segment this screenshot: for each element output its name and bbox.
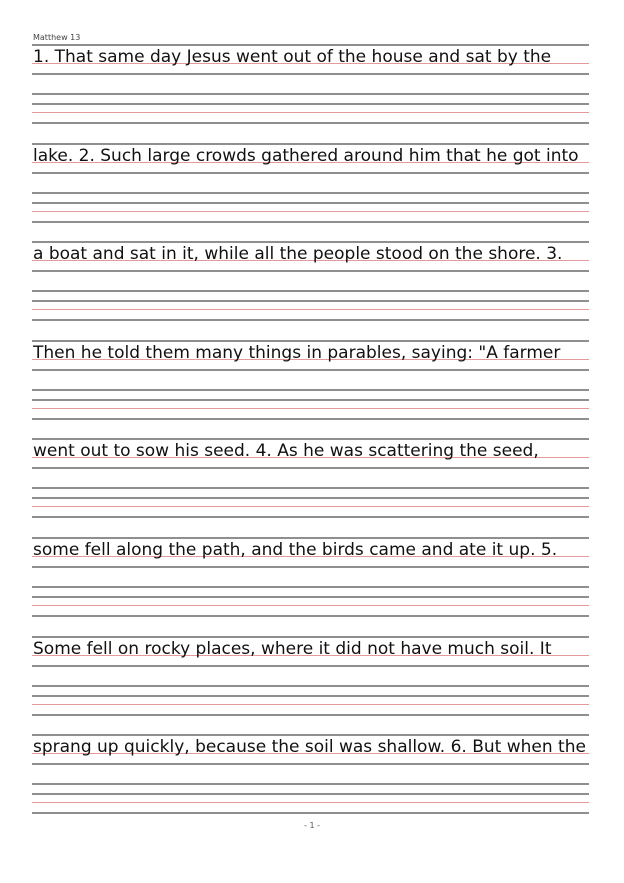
gray-guide-line	[32, 73, 589, 75]
gray-guide-line	[32, 812, 589, 814]
gray-guide-line	[32, 122, 589, 124]
gray-guide-line	[32, 103, 589, 105]
trace-text-line: sprang up quickly, because the soil was shallow. 6. But when the	[33, 737, 586, 758]
gray-guide-line	[32, 685, 589, 687]
writing-block	[32, 241, 589, 321]
gray-guide-line	[32, 300, 589, 302]
gray-guide-line	[32, 172, 589, 174]
gray-guide-line	[32, 290, 589, 292]
trace-text-line: went out to sow his seed. 4. As he was scattering the seed,	[33, 441, 539, 462]
gray-guide-line	[32, 714, 589, 716]
trace-text-line: 1. That same day Jesus went out of the house and sat by the	[33, 47, 552, 67]
writing-block	[32, 537, 589, 617]
red-guide-line	[32, 112, 589, 113]
gray-guide-line	[32, 192, 589, 194]
trace-text-line: Then he told them many things in parables, saying: "A farmer	[33, 342, 561, 363]
gray-guide-line	[32, 665, 589, 667]
gray-guide-line	[32, 566, 589, 568]
gray-guide-line	[32, 586, 589, 588]
gray-guide-line	[32, 497, 589, 499]
page-number: - 1 -	[304, 821, 320, 830]
page-header: Matthew 13	[33, 33, 81, 42]
gray-guide-line	[32, 270, 589, 272]
gray-guide-line	[32, 516, 589, 518]
writing-block	[32, 734, 589, 814]
gray-guide-line	[32, 319, 589, 321]
writing-block	[32, 143, 589, 223]
trace-text-line: Some fell on rocky places, where it did not have much soil. It	[33, 638, 552, 659]
gray-guide-line	[32, 783, 589, 785]
writing-block	[32, 340, 589, 420]
red-guide-line	[32, 408, 589, 409]
gray-guide-line	[32, 763, 589, 765]
gray-guide-line	[32, 467, 589, 469]
gray-guide-line	[32, 418, 589, 420]
red-guide-line	[32, 605, 589, 606]
red-guide-line	[32, 704, 589, 705]
writing-block	[32, 438, 589, 518]
gray-guide-line	[32, 596, 589, 598]
gray-guide-line	[32, 202, 589, 204]
writing-block	[32, 44, 589, 124]
red-guide-line	[32, 211, 589, 212]
trace-text-line: a boat and sat in it, while all the people stood on the shore. 3.	[33, 244, 563, 265]
gray-guide-line	[32, 615, 589, 617]
gray-guide-line	[32, 93, 589, 95]
trace-text-line: lake. 2. Such large crowds gathered around him that he got into	[33, 145, 579, 166]
red-guide-line	[32, 802, 589, 803]
gray-guide-line	[32, 369, 589, 371]
gray-guide-line	[32, 399, 589, 401]
red-guide-line	[32, 506, 589, 507]
gray-guide-line	[32, 793, 589, 795]
trace-text-line: some fell along the path, and the birds came and ate it up. 5.	[33, 540, 558, 560]
gray-guide-line	[32, 389, 589, 391]
red-guide-line	[32, 309, 589, 310]
gray-guide-line	[32, 695, 589, 697]
writing-block	[32, 636, 589, 716]
gray-guide-line	[32, 487, 589, 489]
gray-guide-line	[32, 221, 589, 223]
